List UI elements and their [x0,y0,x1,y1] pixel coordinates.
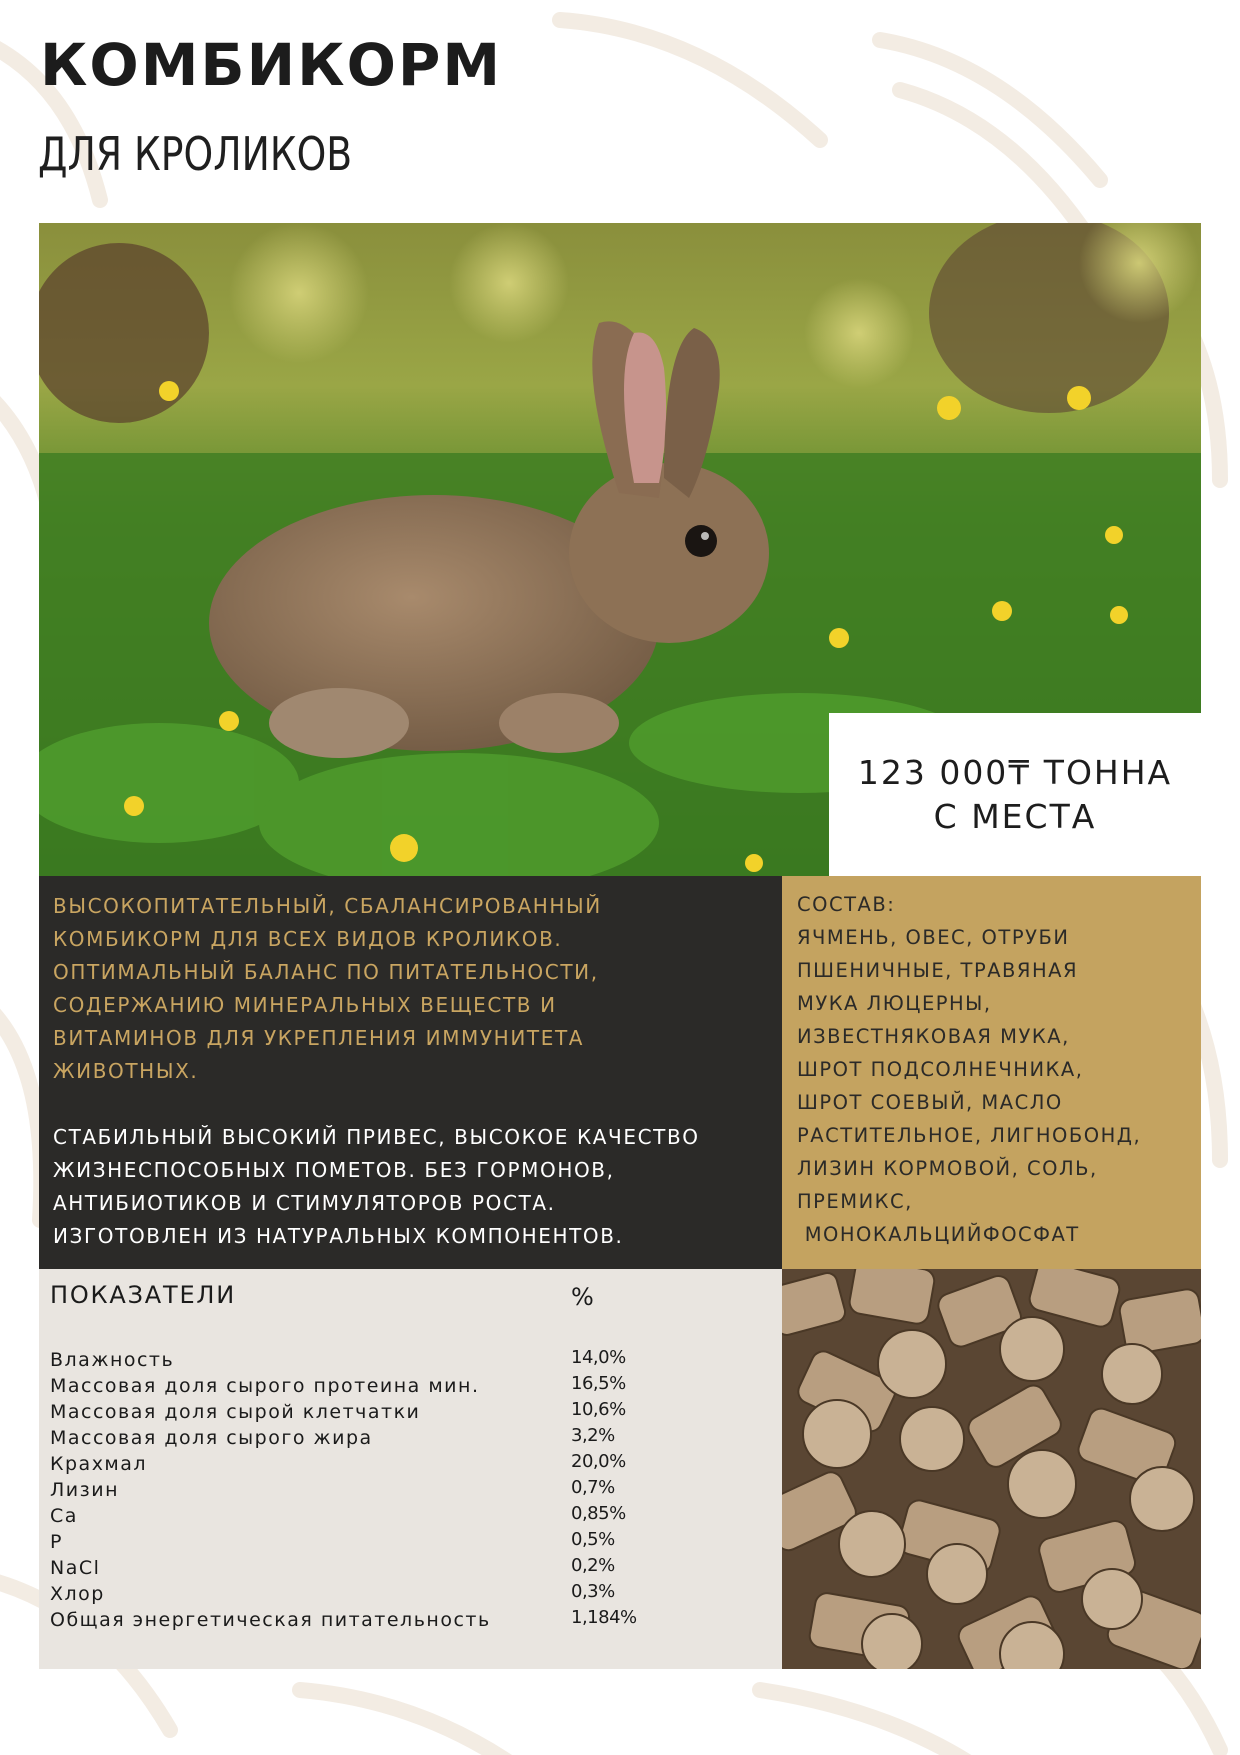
table-row [50,1372,770,1398]
table-row [50,1424,770,1450]
spec-value: 0,85% [571,1503,626,1524]
composition-line: МОНОКАЛЬЦИЙФОСФАТ [797,1223,1080,1246]
spec-label: Крахмал [50,1453,148,1475]
description-line: КОМБИКОРМ ДЛЯ ВСЕХ ВИДОВ КРОЛИКОВ. [53,927,563,951]
description-line: ВИТАМИНОВ ДЛЯ УКРЕПЛЕНИЯ ИММУНИТЕТА [53,1026,585,1050]
spec-value: 0,7% [571,1477,615,1498]
price-terms: С МЕСТА [933,796,1097,836]
spec-label: NaCl [50,1557,101,1579]
table-row [50,1450,770,1476]
specs-rows [50,1346,770,1632]
description-line: ВЫСОКОПИТАТЕЛЬНЫЙ, СБАЛАНСИРОВАННЫЙ [53,894,602,918]
table-row [50,1528,770,1554]
spec-value: 1,184% [571,1607,637,1628]
composition-line: ИЗВЕСТНЯКОВАЯ МУКА, [797,1025,1070,1048]
specs-table [39,1269,782,1669]
page-subtitle: ДЛЯ КРОЛИКОВ [38,127,353,181]
table-row [50,1398,770,1424]
composition-line: ПШЕНИЧНЫЕ, ТРАВЯНАЯ [797,959,1079,982]
spec-value: 10,6% [571,1399,626,1420]
table-row [50,1476,770,1502]
benefits-line: ИЗГОТОВЛЕН ИЗ НАТУРАЛЬНЫХ КОМПОНЕНТОВ. [53,1224,624,1248]
feed-pellets-photo [782,1269,1201,1669]
spec-value: 0,2% [571,1555,615,1576]
price-label [829,713,1201,876]
spec-label: Влажность [50,1349,175,1371]
spec-label: Массовая доля сырой клетчатки [50,1401,421,1423]
spec-label: Лизин [50,1479,120,1501]
table-row [50,1346,770,1372]
composition-line: МУКА ЛЮЦЕРНЫ, [797,992,992,1015]
spec-label: P [50,1531,63,1553]
spec-value: 16,5% [571,1373,626,1394]
page-title: КОМБИКОРМ [40,31,503,99]
product-description [39,876,782,1269]
benefits-line: СТАБИЛЬНЫЙ ВЫСОКИЙ ПРИВЕС, ВЫСОКОЕ КАЧЕСТВО [53,1125,700,1149]
table-row [50,1554,770,1580]
spec-value: 0,5% [571,1529,615,1550]
spec-value: 0,3% [571,1581,615,1602]
description-line: ЖИВОТНЫХ. [53,1059,199,1083]
specs-heading: ПОКАЗАТЕЛИ [50,1281,237,1309]
spec-label: Общая энергетическая питательность [50,1609,491,1631]
spec-label: Массовая доля сырого жира [50,1427,373,1449]
specs-unit-heading: % [571,1283,596,1311]
spec-value: 3,2% [571,1425,615,1446]
table-row [50,1502,770,1528]
spec-label: Массовая доля сырого протеина мин. [50,1375,480,1397]
spec-label: Хлор [50,1583,105,1605]
composition-line: ПРЕМИКС, [797,1190,913,1213]
benefits-line: АНТИБИОТИКОВ И СТИМУЛЯТОРОВ РОСТА. [53,1191,556,1215]
table-row [50,1580,770,1606]
spec-value: 20,0% [571,1451,626,1472]
spec-label: Ca [50,1505,78,1527]
description-line: СОДЕРЖАНИЮ МИНЕРАЛЬНЫХ ВЕЩЕСТВ И [53,993,557,1017]
spec-value: 14,0% [571,1347,626,1368]
table-row [50,1606,770,1632]
composition-panel [782,876,1201,1269]
price-value: 123 000₸ ТОННА [857,752,1173,792]
composition-line: ЛИЗИН КОРМОВОЙ, СОЛЬ, [797,1157,1098,1180]
composition-line: РАСТИТЕЛЬНОЕ, ЛИГНОБОНД, [797,1124,1142,1147]
description-line: ОПТИМАЛЬНЫЙ БАЛАНС ПО ПИТАТЕЛЬНОСТИ, [53,960,599,984]
composition-line: ЯЧМЕНЬ, ОВЕС, ОТРУБИ [797,926,1070,949]
composition-line: ШРОТ ПОДСОЛНЕЧНИКА, [797,1058,1084,1081]
composition-heading: СОСТАВ: [797,893,896,916]
benefits-line: ЖИЗНЕСПОСОБНЫХ ПОМЕТОВ. БЕЗ ГОРМОНОВ, [53,1158,615,1182]
composition-line: ШРОТ СОЕВЫЙ, МАСЛО [797,1091,1063,1114]
